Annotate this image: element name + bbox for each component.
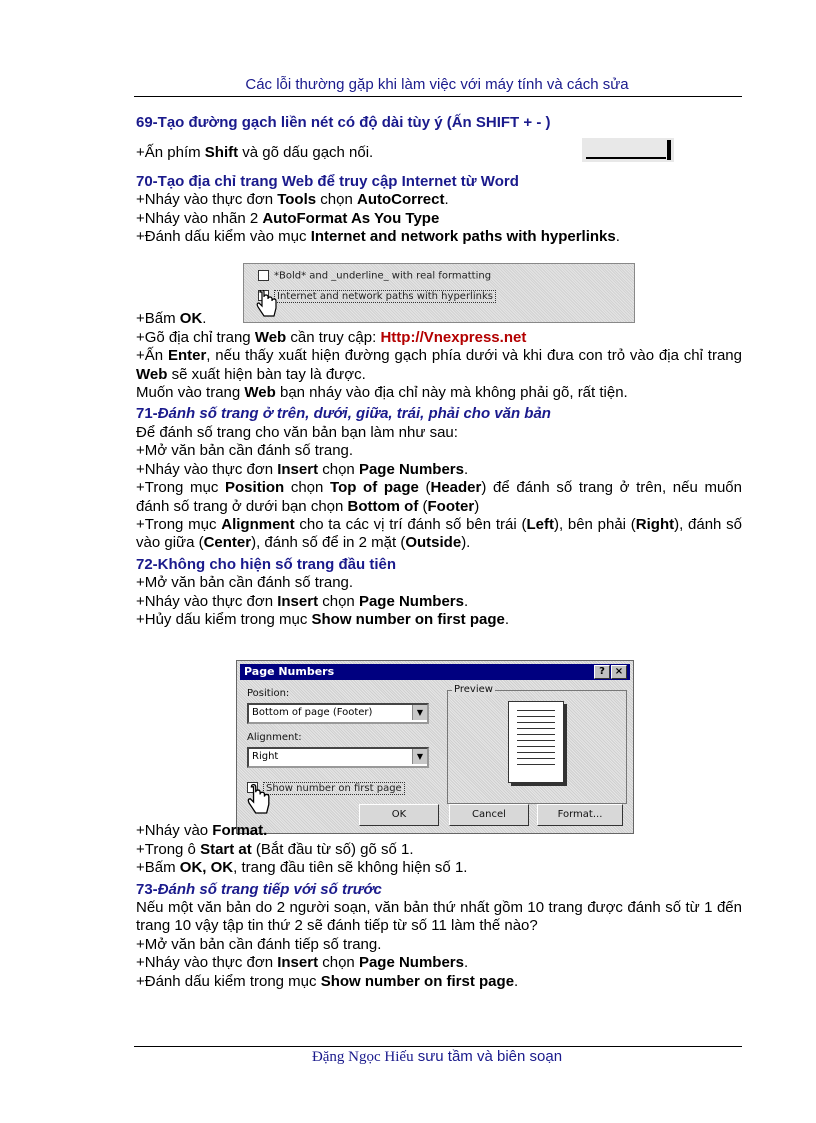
- header-rule: [134, 96, 742, 97]
- section-71-title: 71-Đánh số trang ở trên, dưới, giữa, trái, phải cho văn bản: [136, 405, 551, 423]
- s70-line2: +Nháy vào nhãn 2 AutoFormat As You Type: [136, 209, 440, 227]
- preview-label: Preview: [454, 684, 493, 695]
- section-70-title: 70-Tạo địa chỉ trang Web để truy cập Internet từ Word: [136, 172, 519, 190]
- position-select[interactable]: Bottom of page (Footer) ▼: [247, 703, 429, 724]
- page-header: Các lỗi thường gặp khi làm việc với máy tính và cách sửa: [245, 76, 629, 93]
- s73-line1: Nếu một văn bản do 2 người soạn, văn bản thứ nhất gồm 10 trang được đánh số từ 1 đến trang 10 vậy tập tin thứ 2 sẽ đánh tiếp từ số 11 làm thế nào?: [136, 898, 742, 935]
- page-footer: Đặng Ngọc Hiếu sưu tầm và biên soạn: [311, 1048, 563, 1065]
- ok-button[interactable]: OK: [359, 804, 439, 826]
- show-first-page-checkbox[interactable]: Show number on first page: [247, 782, 405, 794]
- s72-line2: +Nháy vào thực đơn Insert chọn Page Numbers.: [136, 592, 469, 610]
- s70-line7: Muốn vào trang Web bạn nháy vào địa chỉ này mà không phải gõ, rất tiện.: [136, 384, 628, 402]
- section-72-title: 72-Không cho hiện số trang đầu tiên: [136, 555, 397, 573]
- chevron-down-icon: ▼: [412, 705, 427, 720]
- help-button[interactable]: ?: [594, 665, 610, 679]
- s69-line1: +Ấn phím Shift và gõ dấu gạch nối.: [136, 144, 374, 162]
- format-button[interactable]: Format...: [537, 804, 623, 826]
- s71-line2: +Mở văn bản cần đánh số trang.: [136, 442, 354, 460]
- s72-line6: +Bấm OK, OK, trang đầu tiên sẽ không hiện số 1.: [136, 859, 468, 877]
- s71-line3: +Nháy vào thực đơn Insert chọn Page Numbers.: [136, 460, 469, 478]
- section-69-title: 69-Tạo đường gạch liền nét có độ dài tùy ý (Ấn SHIFT + - ): [136, 114, 551, 131]
- checkbox-bold-underline[interactable]: *Bold* and _underline_ with real formatting: [258, 270, 491, 282]
- s72-line5: +Trong ô Start at (Bắt đầu từ số) gõ số 1.: [136, 840, 414, 858]
- s72-line4: +Nháy vào Format.: [136, 822, 268, 840]
- s72-line3: +Hủy dấu kiểm trong mục Show number on first page.: [136, 610, 510, 628]
- s73-line3: +Nháy vào thực đơn Insert chọn Page Numbers.: [136, 954, 469, 972]
- s71-line1: Để đánh số trang cho văn bản bạn làm như sau:: [136, 423, 458, 441]
- s71-line5: +Trong mục Alignment cho ta các vị trí đánh số bên trái (Left), bên phải (Right), đánh số vào giữa (Center), đánh số để in 2 mặt (Outside).: [136, 515, 743, 552]
- s72-line1: +Mở văn bản cần đánh số trang.: [136, 574, 354, 592]
- document-body: [136, 114, 742, 991]
- alignment-select[interactable]: Right ▼: [247, 747, 429, 768]
- s70-line6: +Ấn Enter, nếu thấy xuất hiện đường gạch phía dưới và khi đưa con trỏ vào địa chỉ trang Web sẽ xuất hiện bàn tay là được.: [136, 347, 742, 383]
- alignment-label: Alignment:: [247, 732, 302, 743]
- position-label: Position:: [247, 688, 290, 699]
- s70-line4: +Bấm OK.: [136, 310, 207, 328]
- s73-line4: +Đánh dấu kiểm trong mục Show number on first page.: [136, 972, 519, 990]
- cancel-button[interactable]: Cancel: [449, 804, 529, 826]
- s70-line5: +Gõ địa chỉ trang Web cần truy cập: Http://Vnexpress.net: [136, 328, 527, 346]
- close-button[interactable]: ×: [611, 665, 627, 679]
- checkbox-internet-paths[interactable]: Internet and network paths with hyperlinks: [258, 290, 496, 302]
- s73-line2: +Mở văn bản cần đánh tiếp số trang.: [136, 935, 382, 953]
- footer-rule: [134, 1046, 742, 1047]
- chevron-down-icon: ▼: [412, 749, 427, 764]
- s70-line3: +Đánh dấu kiểm vào mục Internet and network paths with hyperlinks.: [136, 228, 620, 246]
- s71-line4: +Trong mục Position chọn Top of page (Header) để đánh số trang ở trên, nếu muốn đánh số trang ở dưới bạn chọn Bottom of (Footer): [136, 479, 742, 515]
- s70-line1: +Nháy vào thực đơn Tools chọn AutoCorrect.: [136, 191, 449, 209]
- vnexpress-link[interactable]: Http://Vnexpress.net: [380, 328, 527, 346]
- section-73-title: 73-Đánh số trang tiếp với số trước: [136, 880, 382, 898]
- dialog-title: Page Numbers: [244, 665, 335, 678]
